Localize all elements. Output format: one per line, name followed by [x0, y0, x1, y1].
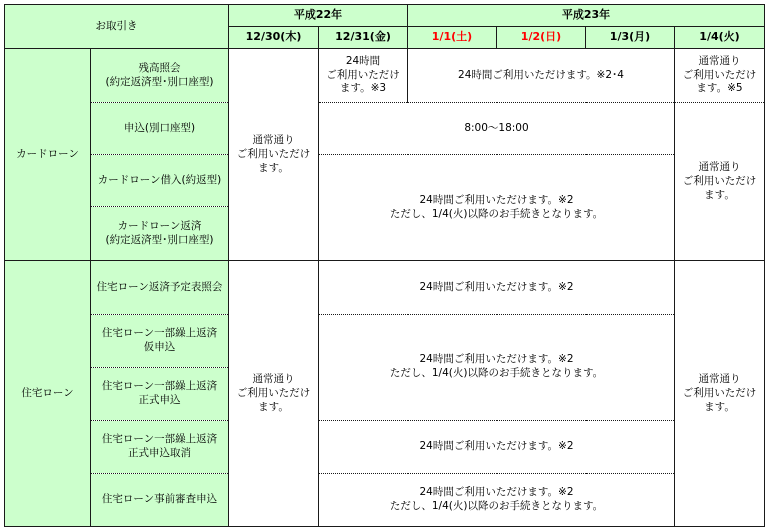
header-day-1230: 12/30(木) [229, 27, 319, 49]
header-row-years [5, 5, 765, 27]
service-partial-prepay-formal: 住宅ローン一部繰上返済 正式申込 [91, 367, 229, 420]
cell-card-r1-0104: 通常通り ご利用いただけます。※5 [675, 49, 765, 103]
table-row [5, 314, 765, 367]
header-year-h22: 平成22年 [229, 5, 408, 27]
header-day-0104: 1/4(火) [675, 27, 765, 49]
table-row [5, 261, 765, 314]
new-year-schedule-table [4, 4, 765, 527]
cell-housing-r5-mid: 24時間ご利用いただけます。※2 ただし、1/4(火)以降のお手続きとなります。 [319, 473, 675, 526]
service-application: 申込(別口座型) [91, 103, 229, 155]
cell-housing-0104: 通常通り ご利用いただけます。 [675, 261, 765, 527]
service-balance-inquiry: 残高照会 (約定返済型･別口座型) [91, 49, 229, 103]
service-repay-schedule-inquiry: 住宅ローン返済予定表照会 [91, 261, 229, 314]
cell-housing-r1-mid: 24時間ご利用いただけます。※2 [319, 261, 675, 314]
cell-card-r234-0104: 通常通り ご利用いただけます。 [675, 103, 765, 261]
table-row [5, 103, 765, 155]
header-day-0101: 1/1(土) [408, 27, 497, 49]
cell-housing-1230: 通常通り ご利用いただけます。 [229, 261, 319, 527]
header-day-1231: 12/31(金) [319, 27, 408, 49]
header-day-0102: 1/2(日) [497, 27, 586, 49]
table-row [5, 420, 765, 473]
service-pre-screening: 住宅ローン事前審査申込 [91, 473, 229, 526]
cell-card-r1-mid: 24時間ご利用いただけます。※2･4 [408, 49, 675, 103]
group-card-loan: カードローン [5, 49, 91, 261]
cell-card-1230: 通常通り ご利用いただけます。 [229, 49, 319, 261]
service-partial-prepay-tentative: 住宅ローン一部繰上返済 仮申込 [91, 314, 229, 367]
service-partial-prepay-cancel: 住宅ローン一部繰上返済 正式申込取消 [91, 420, 229, 473]
table-row [5, 49, 765, 103]
cell-housing-r23-mid: 24時間ご利用いただけます。※2 ただし、1/4(火)以降のお手続きとなります。 [319, 314, 675, 420]
cell-card-r2-mid: 8:00～18:00 [319, 103, 675, 155]
header-day-0103: 1/3(月) [586, 27, 675, 49]
cell-housing-r4-mid: 24時間ご利用いただけます。※2 [319, 420, 675, 473]
service-card-repay: カードローン返済 (約定返済型･別口座型) [91, 207, 229, 261]
service-card-borrow: カードローン借入(約返型) [91, 155, 229, 207]
cell-card-r1-1231: 24時間 ご利用いただけます。※3 [319, 49, 408, 103]
table-row [5, 473, 765, 526]
header-torihiki: お取引き [5, 5, 229, 49]
cell-card-r34-mid: 24時間ご利用いただけます。※2 ただし、1/4(火)以降のお手続きとなります。 [319, 155, 675, 261]
group-housing-loan: 住宅ローン [5, 261, 91, 527]
header-year-h23: 平成23年 [408, 5, 765, 27]
table-row [5, 155, 765, 207]
